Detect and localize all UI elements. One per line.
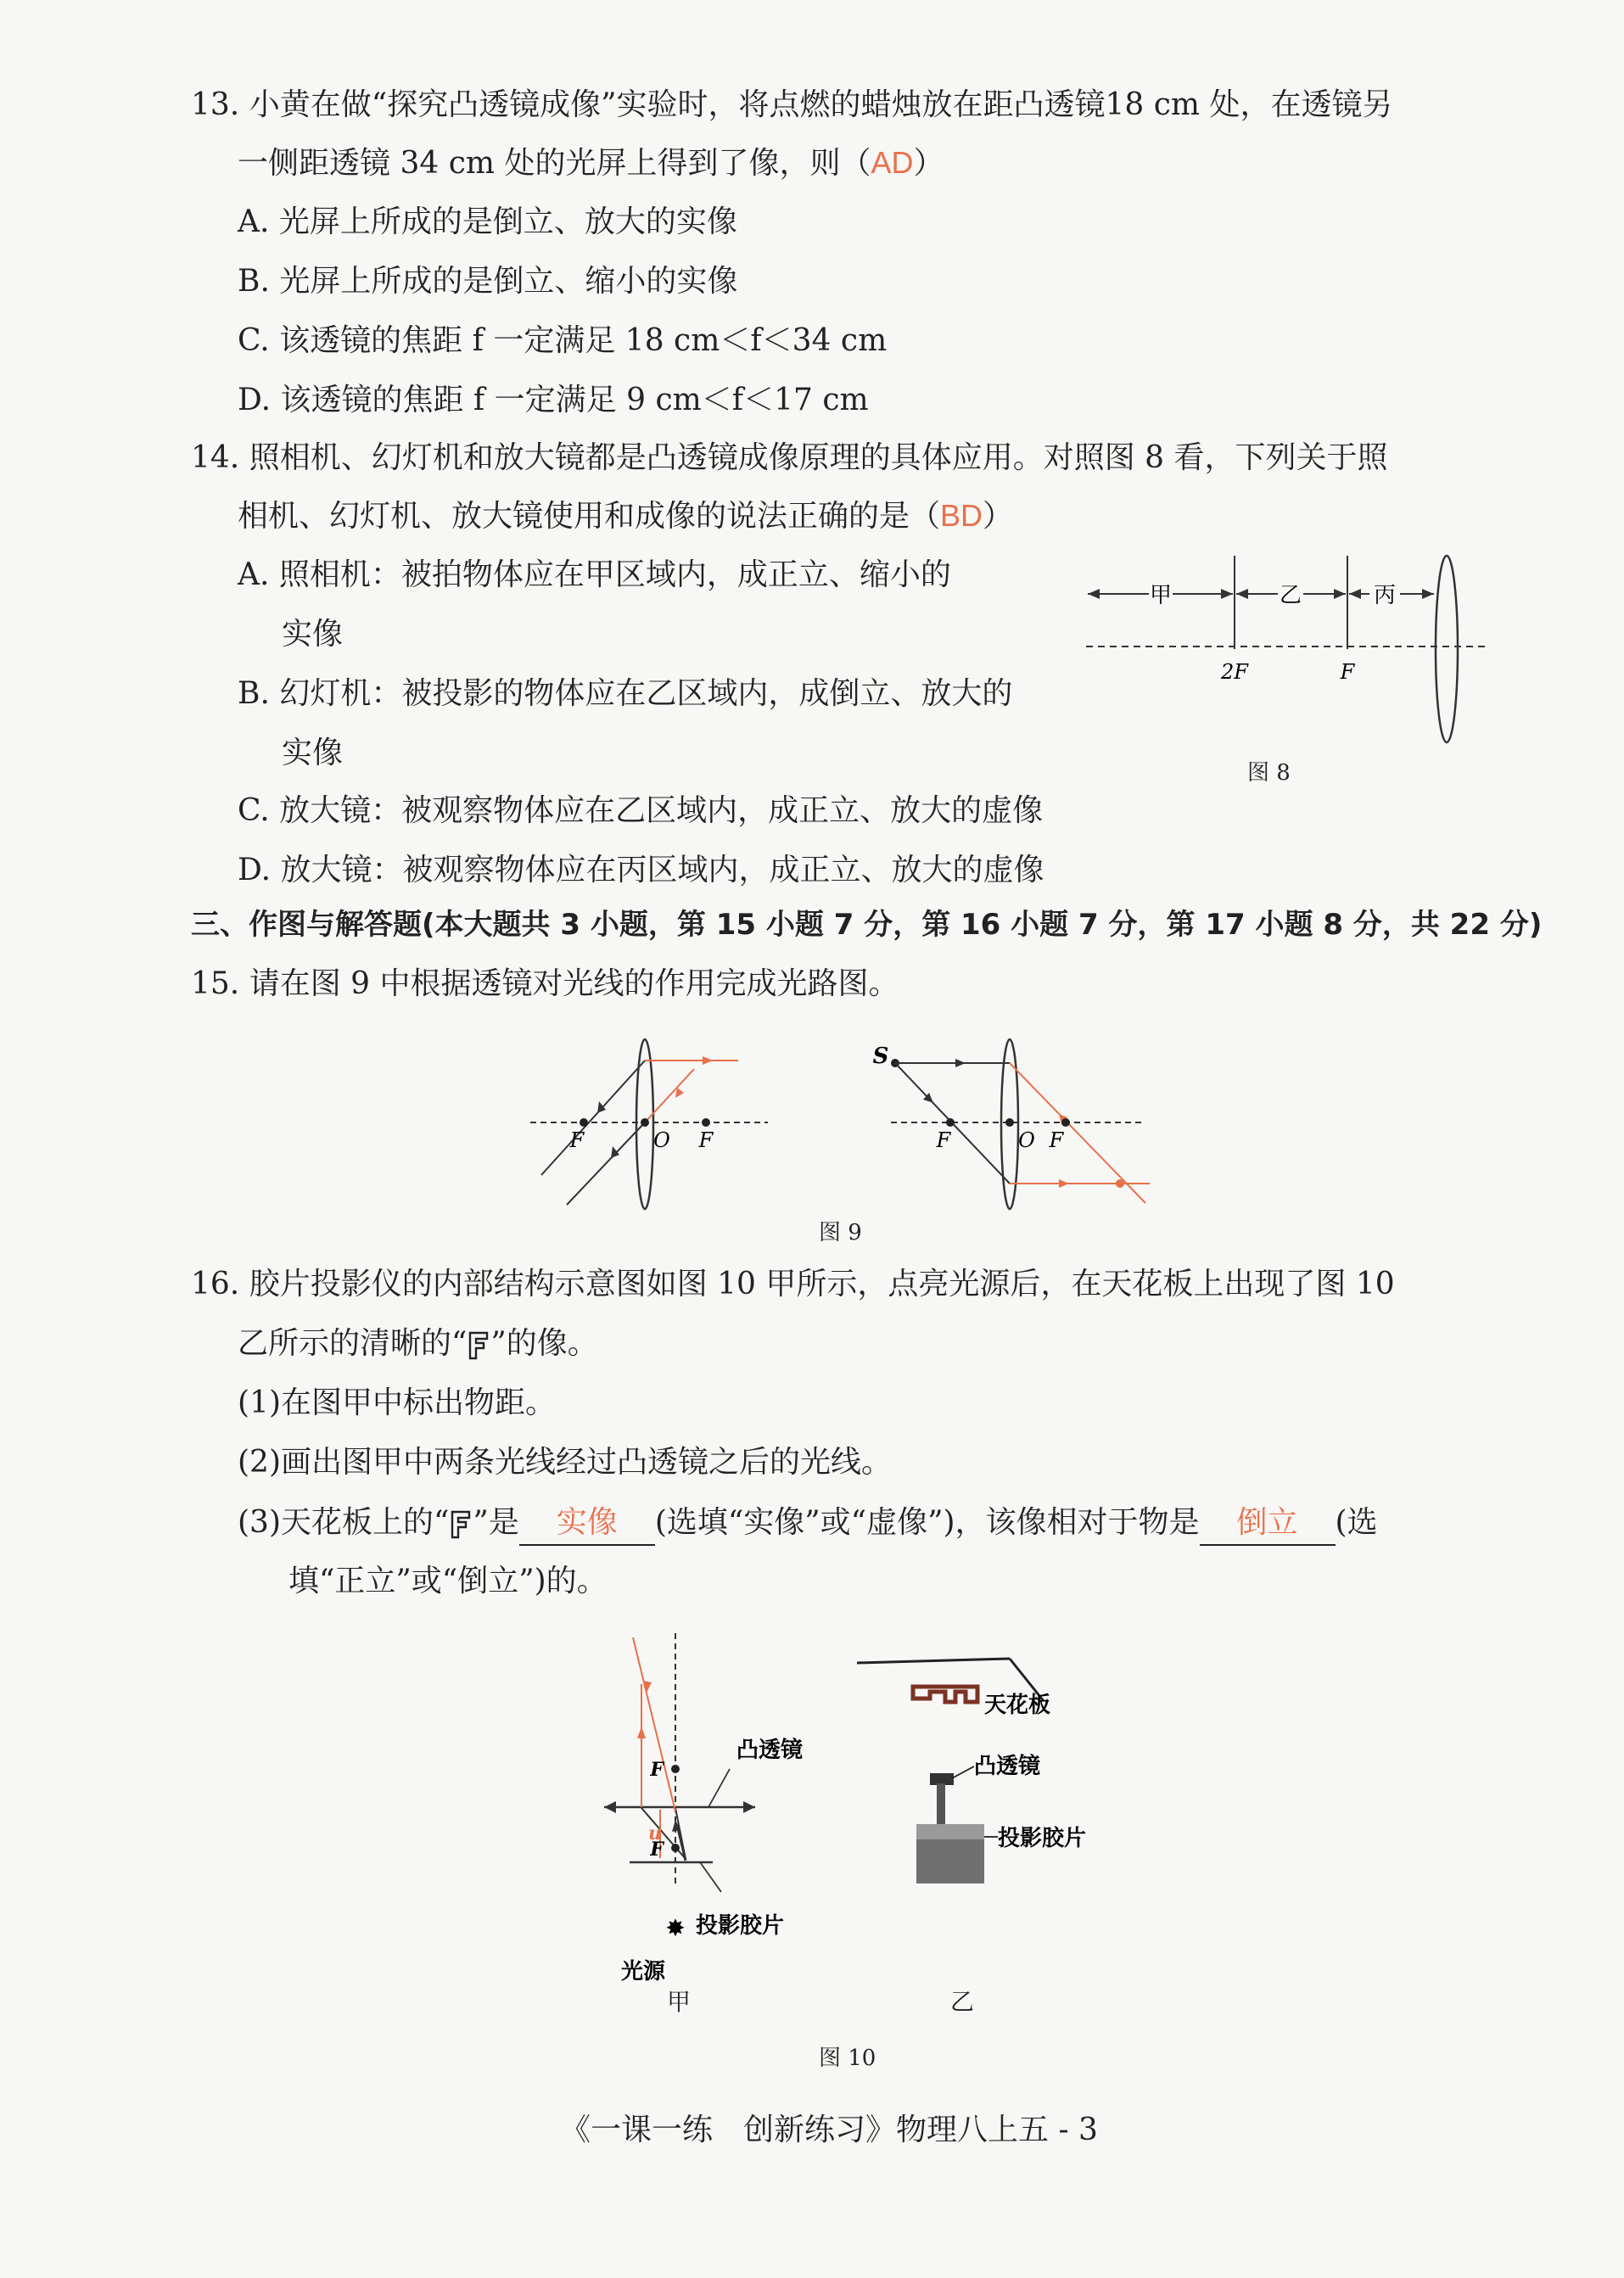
q13-stem-line2: [238, 141, 944, 186]
q13-stem-line1: 13. 小黄在做“探究凸透镜成像”实验时，将点燃的蜡烛放在距凸透镜18 cm 处，在透镜另: [191, 87, 1393, 122]
label-f: F: [936, 1128, 951, 1152]
ceiling-label: 天花板: [984, 1693, 1051, 1718]
arrowhead: [611, 1146, 619, 1158]
film-label-pointer: [700, 1862, 721, 1892]
q14-option-d: D. 放大镜：被观察物体应在丙区域内，成正立、放大的虚像: [238, 853, 1044, 887]
projector-arm: [937, 1783, 945, 1826]
label-f: F: [569, 1128, 585, 1152]
q14-stem-line1: 14. 照相机、幻灯机和放大镜都是凸透镜成像原理的具体应用。对照图 8 看，下列关于照: [191, 440, 1388, 475]
focus-point: [946, 1118, 955, 1127]
lens-label-pointer: [708, 1769, 730, 1807]
q14-option-a-line2: 实像: [282, 617, 344, 652]
arrowhead: [597, 1101, 606, 1113]
f-glyph-icon: [449, 1509, 473, 1540]
arrowhead: [1422, 589, 1434, 599]
arrowhead: [1236, 589, 1248, 599]
projector-body-shade: [916, 1824, 984, 1839]
q13-answer: AD: [871, 145, 914, 180]
label-f: F: [650, 1839, 664, 1861]
zone-jia-label: 甲: [1149, 583, 1173, 608]
q13-option-c: C. 该透镜的焦距 f 一定满足 18 cm＜f＜34 cm: [238, 323, 888, 358]
q16-answer-blank-2: 倒立: [1200, 1500, 1336, 1546]
label-2f: 2F: [1221, 660, 1248, 684]
q16-part3-text-a: (3)天花板上的“: [238, 1505, 450, 1540]
label-u: u: [648, 1822, 662, 1844]
q13-stem-close: ）: [913, 146, 944, 181]
q16-part-3: [238, 1500, 1378, 1546]
q13-option-b: B. 光屏上所成的是倒立、缩小的实像: [238, 264, 738, 299]
refracted-ray-1: [633, 1637, 675, 1811]
label-o: O: [653, 1128, 670, 1152]
image-point: [1116, 1179, 1124, 1188]
focus-point: [1061, 1118, 1070, 1127]
figure-10-yi: [857, 1654, 1145, 1934]
q14-option-a-line1: A. 照相机：被拍物体应在甲区域内，成正立、缩小的: [238, 557, 951, 592]
arrowhead: [1221, 589, 1233, 599]
q14-answer: BD: [940, 498, 983, 533]
f-glyph-icon: [467, 1330, 490, 1361]
q14-option-c: C. 放大镜：被观察物体应在乙区域内，成正立、放大的虚像: [238, 793, 1044, 828]
lens-label-pointer: [952, 1766, 974, 1778]
focus-point: [671, 1765, 680, 1773]
arrowhead: [1349, 589, 1361, 599]
focus-point: [702, 1118, 710, 1127]
lens-label: 凸透镜: [736, 1738, 804, 1763]
q16-stem-line2: [238, 1322, 598, 1366]
projector-lens-head: [930, 1773, 954, 1785]
q16-part-3-line2: 填“正立”或“倒立”)的。: [288, 1564, 608, 1598]
figure-10-caption: 图 10: [819, 2046, 876, 2071]
arrowhead: [604, 1801, 616, 1813]
q14-stem-line2: [238, 494, 1013, 539]
arrowhead: [743, 1801, 755, 1813]
film-label: 投影胶片: [998, 1826, 1087, 1851]
q16-answer-blank-1: 实像: [519, 1500, 655, 1546]
label-f: F: [1049, 1128, 1064, 1152]
figure-8: [1078, 543, 1485, 789]
arrowhead: [675, 1088, 684, 1098]
focus-point: [671, 1844, 680, 1852]
figure-9-right: [865, 1031, 1158, 1217]
arrowhead: [1059, 1179, 1069, 1188]
zone-yi-label: 乙: [1279, 583, 1302, 608]
q16-part3-text-c: (选填“实像”或“虚像”)，该像相对于物是: [654, 1505, 1200, 1540]
q14-option-b-line1: B. 幻灯机：被投影的物体应在乙区域内，成倒立、放大的: [238, 676, 1013, 711]
focus-point: [580, 1118, 588, 1127]
figure-9-caption: 图 9: [819, 1220, 862, 1245]
figure-10-yi-label: 乙: [950, 1988, 975, 2016]
figure-10-jia: [585, 1633, 840, 1998]
arrowhead: [955, 1059, 966, 1067]
q13-stem-text: 一侧距透镜 34 cm 处的光屏上得到了像，则（: [238, 146, 871, 181]
page-footer: 《一课一练 创新练习》物理八上五 - 3: [560, 2113, 1098, 2147]
q16-stem-line1: 16. 胶片投影仪的内部结构示意图如图 10 甲所示，点亮光源后，在天花板上出现了图 10: [191, 1267, 1395, 1301]
q14-stem-text: 相机、幻灯机、放大镜使用和成像的说法正确的是（: [238, 499, 941, 534]
optical-center: [1005, 1118, 1014, 1127]
q14-option-b-line2: 实像: [282, 736, 344, 770]
figure-8-caption: 图 8: [1247, 760, 1291, 786]
q16-stem-text: 乙所示的清晰的“: [238, 1326, 468, 1361]
q13-option-d: D. 该透镜的焦距 f 一定满足 9 cm＜f＜17 cm: [238, 383, 869, 417]
film-label: 投影胶片: [696, 1913, 785, 1939]
arrowhead: [703, 1056, 713, 1065]
label-o: O: [1018, 1128, 1035, 1152]
q14-stem-close: ）: [983, 499, 1014, 534]
arrowhead: [637, 1727, 646, 1738]
q16-part-1: (1)在图甲中标出物距。: [238, 1385, 556, 1420]
label-f: F: [698, 1128, 714, 1152]
label-f: F: [650, 1759, 664, 1781]
figure-10-jia-label: 甲: [667, 1988, 692, 2016]
light-source-icon: ✸: [665, 1914, 686, 1942]
optical-center: [641, 1118, 649, 1127]
ceiling-line: [857, 1659, 1010, 1663]
q16-part3-text-b: ”是: [473, 1505, 519, 1540]
lens-label: 凸透镜: [974, 1754, 1041, 1779]
q13-option-a: A. 光屏上所成的是倒立、放大的实像: [238, 204, 737, 239]
incident-ray-1: [541, 1061, 645, 1175]
q16-stem-close: ”的像。: [490, 1326, 598, 1361]
label-f: F: [1340, 660, 1355, 684]
projected-image-icon: [913, 1687, 977, 1702]
figure-9-left: [526, 1031, 772, 1217]
q16-part-2: (2)画出图甲中两条光线经过凸透镜之后的光线。: [238, 1445, 892, 1480]
arrowhead: [1334, 589, 1346, 599]
q16-part3-text-d: (选: [1335, 1505, 1378, 1540]
arrowhead: [1088, 589, 1100, 599]
label-s: S: [872, 1044, 889, 1069]
light-source-label: 光源: [620, 1959, 666, 1984]
convex-lens: [1436, 556, 1458, 742]
q15-stem: 15. 请在图 9 中根据透镜对光线的作用完成光路图。: [191, 966, 899, 1001]
section-3-heading: 三、作图与解答题(本大题共 3 小题，第 15 小题 7 分，第 16 小题 7 分，第 17 小题 8 分，共 22 分): [191, 908, 1543, 942]
zone-bing-label: 丙: [1373, 583, 1397, 608]
